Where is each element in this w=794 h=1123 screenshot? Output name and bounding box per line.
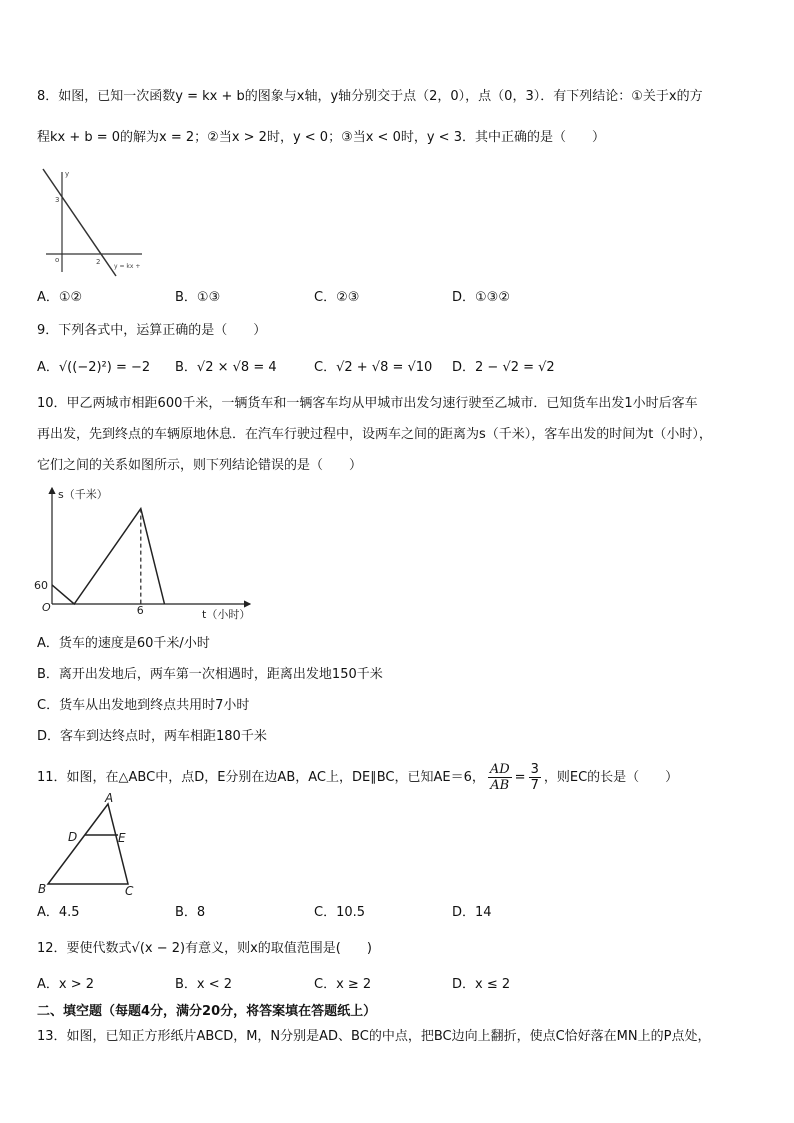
- q8-graph: [38, 164, 148, 280]
- q10-stem-line3: 它们之间的关系如图所示，则下列结论错误的是（ ）: [37, 458, 363, 473]
- q10-series-line: [52, 509, 164, 604]
- q12-option-d[interactable]: D．x ≤ 2: [452, 977, 511, 992]
- q9-option-a[interactable]: A．√((−2)²) = −2: [37, 360, 151, 375]
- q9-stem: 9．下列各式中，运算正确的是（ ）: [37, 323, 267, 338]
- q10-stem-line2: 再出发，先到终点的车辆原地休息．在汽车行驶过程中，设两车之间的距离为s（千米），客车出发的时间为t（小时），: [37, 427, 712, 442]
- q11-triangle-abc: [48, 804, 128, 884]
- q8-option-c[interactable]: C．②③: [314, 290, 360, 305]
- q11-stem-b: ，则EC的长是（ ）: [543, 770, 679, 785]
- q10-stem-line1: 10．甲乙两城市相距600千米，一辆货车和一辆客车均从甲城市出发匀速行驶至乙城市．已知货车出发1小时后客车: [37, 396, 698, 411]
- q8-stem-line1: 8．如图，已知一次函数y = kx + b的图象与x轴，y轴分别交于点（2，0），点（0，3）．有下列结论：①关于x的方: [37, 89, 703, 104]
- q11-label-a: A: [105, 792, 114, 805]
- q12-option-c[interactable]: C．x ≥ 2: [314, 977, 372, 992]
- q12-option-a[interactable]: A．x > 2: [37, 977, 95, 992]
- q10-y-label: s（千米）: [58, 488, 108, 501]
- q12-stem: 12．要使代数式√(x − 2)有意义，则x的取值范围是( ): [37, 941, 372, 956]
- q11-option-d[interactable]: D．14: [452, 905, 492, 920]
- q10-option-d[interactable]: D．客车到达终点时，两车相距180千米: [37, 729, 267, 744]
- q10-option-b[interactable]: B．离开出发地后，两车第一次相遇时，距离出发地150千米: [37, 667, 383, 682]
- q9-option-b[interactable]: B．√2 × √8 = 4: [175, 360, 277, 375]
- q8-three-label: 3: [55, 196, 60, 204]
- q10-option-a[interactable]: A．货车的速度是60千米/小时: [37, 636, 210, 651]
- q8-o-label: o: [55, 256, 60, 264]
- q12-option-b[interactable]: B．x < 2: [175, 977, 233, 992]
- q11-triangle-figure: [36, 792, 146, 900]
- q8-two-label: 2: [96, 258, 101, 266]
- q9-option-d[interactable]: D．2 − √2 = √2: [452, 360, 555, 375]
- q8-y-label: y: [65, 170, 70, 178]
- q11-frac2-den: 7: [530, 778, 539, 793]
- q8-option-a[interactable]: A．①②: [37, 290, 83, 305]
- q11-stem: [37, 762, 678, 793]
- q8-line-label: y = kx +: [114, 263, 141, 270]
- q8-line: [43, 169, 116, 276]
- q8-option-b[interactable]: B．①③: [175, 290, 221, 305]
- q10-x-tick: 6: [136, 604, 144, 617]
- q11-label-c: C: [125, 884, 134, 898]
- section-title-fill-in: 二、填空题（每题4分，满分20分，将答案填在答题纸上）: [37, 1004, 377, 1019]
- q10-option-c[interactable]: C．货车从出发地到终点共用时7小时: [37, 698, 250, 713]
- q11-option-b[interactable]: B．8: [175, 905, 206, 920]
- q10-origin: O: [42, 601, 51, 614]
- q11-label-d: D: [68, 830, 78, 844]
- q10-graph: [30, 482, 270, 622]
- q11-fraction-3-7: [529, 762, 541, 793]
- q9-option-c[interactable]: C．√2 + √8 = √10: [314, 360, 433, 375]
- q11-frac-den: AB: [490, 778, 510, 793]
- q11-option-c[interactable]: C．10.5: [314, 905, 366, 920]
- q11-label-e: E: [118, 831, 126, 845]
- q11-frac-num: AD: [489, 762, 510, 777]
- q10-x-label: t（小时）: [202, 608, 251, 621]
- q8-stem-line2: 程kx + b = 0的解为x = 2；②当x > 2时，y < 0；③当x < 0时，y < 3．其中正确的是（ ）: [37, 130, 605, 145]
- q11-option-a[interactable]: A．4.5: [37, 905, 80, 920]
- q8-option-d[interactable]: D．①③②: [452, 290, 510, 305]
- q11-stem-a: 11．如图，在△ABC中，点D，E分别在边AB，AC上，DE∥BC，已知AE＝6，: [37, 770, 485, 785]
- q10-y-tick: 60: [34, 578, 48, 592]
- q11-fraction-ad-ab: [488, 762, 512, 793]
- q11-frac-eq: =: [514, 770, 526, 785]
- q11-frac2-num: 3: [530, 762, 539, 777]
- q11-label-b: B: [38, 882, 47, 896]
- q13-stem-line1: 13．如图，已知正方形纸片ABCD，M，N分别是AD、BC的中点，把BC边向上翻折，使点C恰好落在MN上的P点处，: [37, 1029, 711, 1044]
